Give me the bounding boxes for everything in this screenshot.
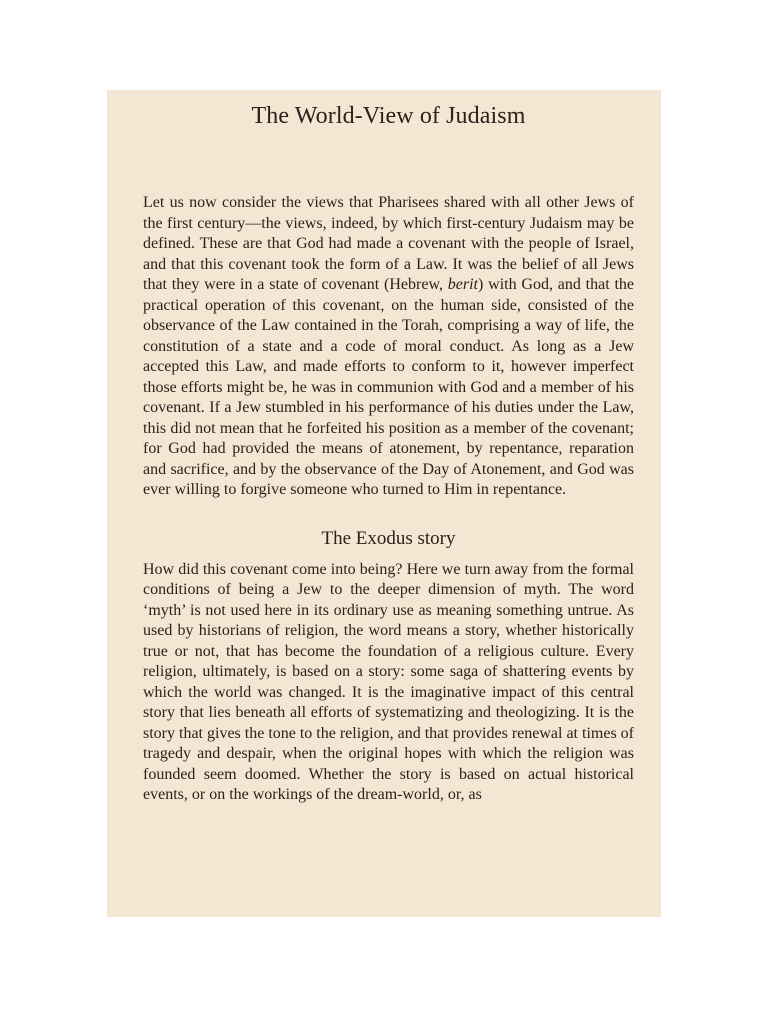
paragraph-1-text-start: Let us now consider the views that Pharisees shared with all other Jews of the first century—the views, indeed, by which first-century Judaism may be defined. These are that God had made a covenant with the people of Israel, and that this covenant took the form of a Law. It was the belief of all Jews that they were in a state of covenant (Hebrew, bbox=[143, 194, 634, 293]
section-heading: The Exodus story bbox=[321, 527, 456, 549]
paragraph-exodus: How did this covenant come into being? Here we turn away from the formal conditions of being a Jew to the deeper dimension of myth. The word ‘myth’ is not used here in its ordinary use as meaning something untrue. As used by historians of religion, the word means a story, whether historically true or not, that has become the foundation of a religious culture. Every religion, ultimately, is based on a story: some saga of shattering events by which the world was changed. It is the imaginative impact of this central story that lies beneath all efforts of systematizing and theologizing. It is the story that gives the tone to the religion, and that provides renewal at times of tragedy and despair, when the original hopes with which the religion was founded seem doomed. Whether the story is based on actual historical events, or on the workings of the dream-world, or, as bbox=[143, 560, 634, 803]
scanned-book-page bbox=[107, 90, 661, 917]
italic-term-berit: berit bbox=[447, 276, 478, 293]
paragraph-1-text-end: ) with God, and that the practical operation of this covenant, on the human side, consisted of the observance of the Law contained in the Torah, comprising a way of life, the constitution of a state and a code of moral conduct. As long as a Jew accepted this Law, and made efforts to conform to it, however imperfect those efforts might be, he was in communion with God and a member of his covenant. If a Jew stumbled in his performance of his duties under the Law, this did not mean that he forfeited his position as a member of the covenant; for God had provided the means of atonement, by repentance, reparation and sacrifice, and by the observance of the Day of Atonement, and God was ever willing to forgive someone who turned to Him in repentance. bbox=[143, 276, 635, 498]
chapter-title: The World-View of Judaism bbox=[251, 103, 526, 129]
paragraph-covenant bbox=[143, 193, 634, 501]
